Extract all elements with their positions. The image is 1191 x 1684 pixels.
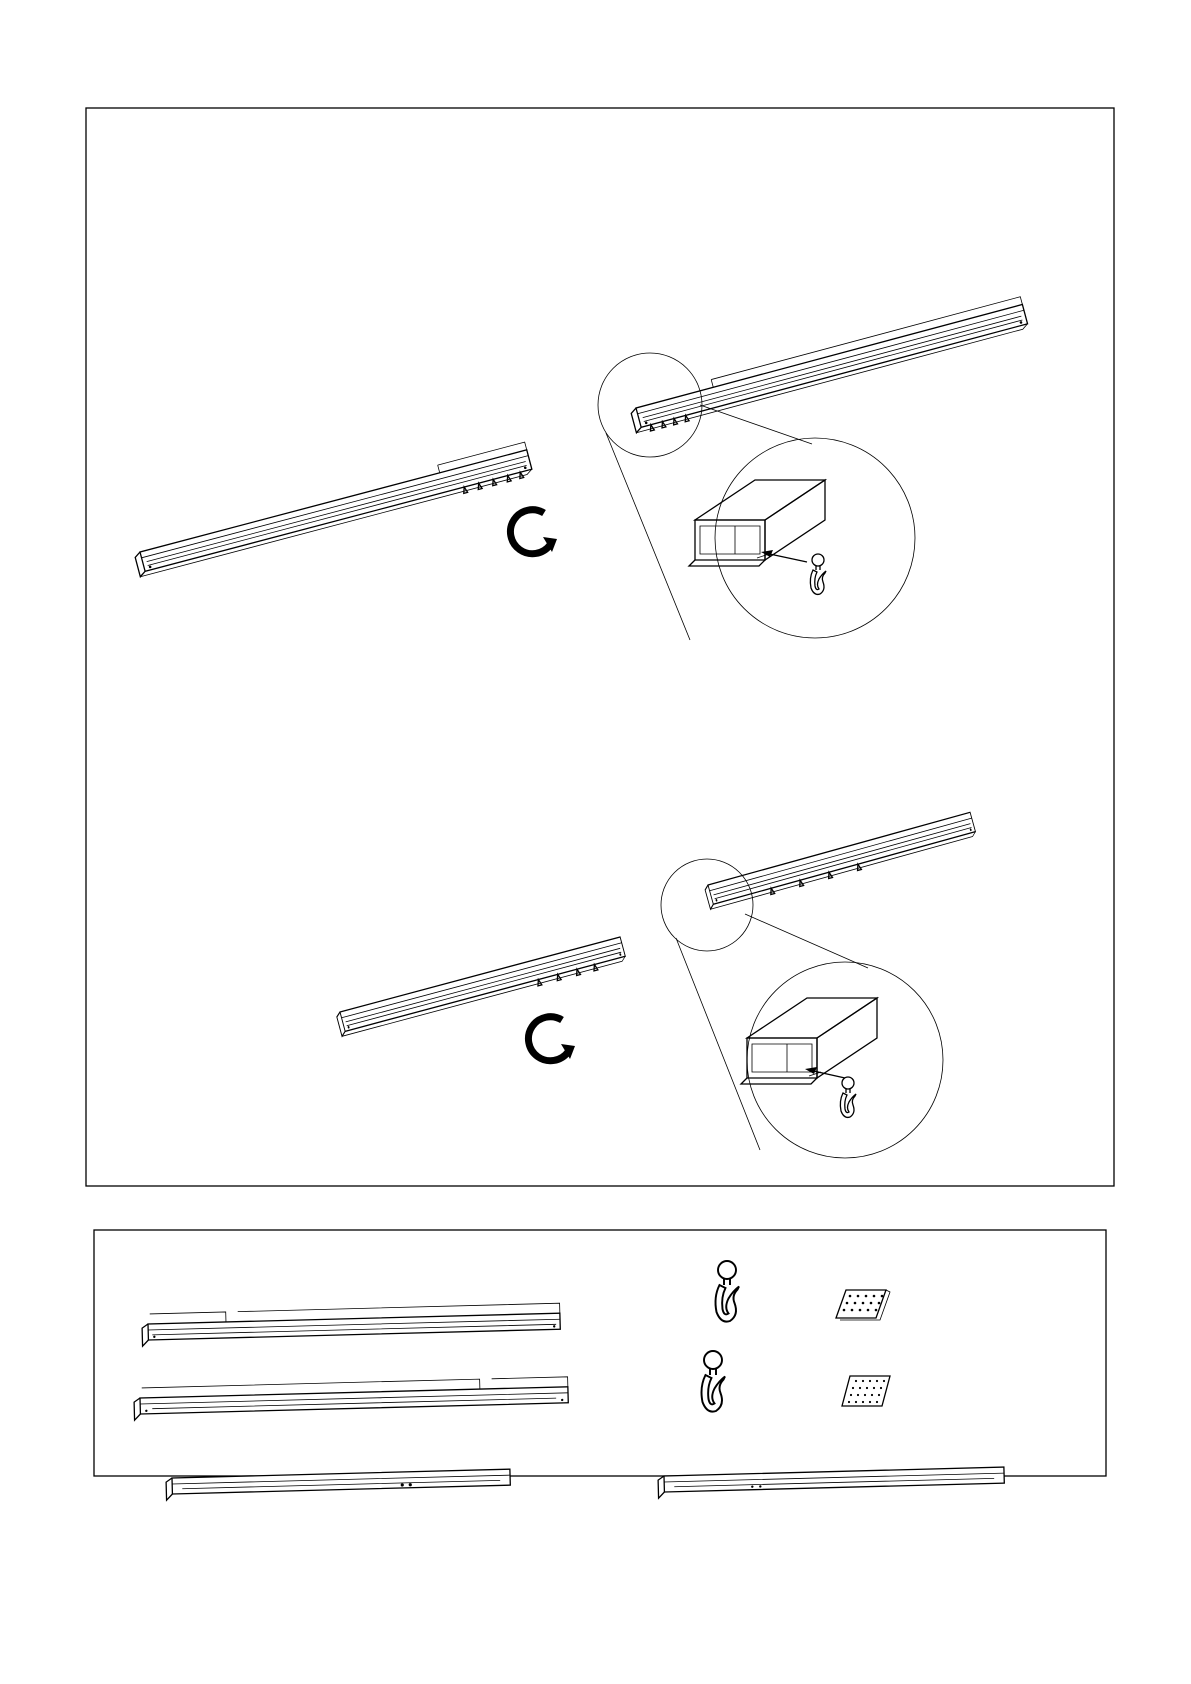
detail-magnifier-large [715, 438, 915, 638]
part-rail-medium [166, 1469, 510, 1500]
parts-inventory-panel [94, 1230, 1106, 1476]
part-rail-long [142, 1303, 561, 1346]
step2-right-rail [704, 812, 977, 911]
page-border [86, 108, 1114, 1186]
curtain-glider-hook-icon [716, 1261, 740, 1322]
rotate-clockwise-icon [528, 1017, 575, 1061]
curtain-glider-hook-icon [810, 554, 826, 594]
part-rail-long [134, 1377, 569, 1420]
detail-magnifier-small [661, 859, 753, 951]
felt-pad-icon [842, 1376, 890, 1406]
rotate-clockwise-icon [510, 510, 557, 554]
part-rail-medium [658, 1467, 1004, 1498]
curtain-glider-hook-icon [702, 1351, 726, 1412]
step2-left-rail [336, 937, 627, 1038]
step1-right-rail [628, 297, 1029, 435]
felt-pad-icon [836, 1290, 890, 1320]
step1-left-rail [132, 442, 533, 579]
curtain-glider-hook-icon [840, 1077, 856, 1117]
